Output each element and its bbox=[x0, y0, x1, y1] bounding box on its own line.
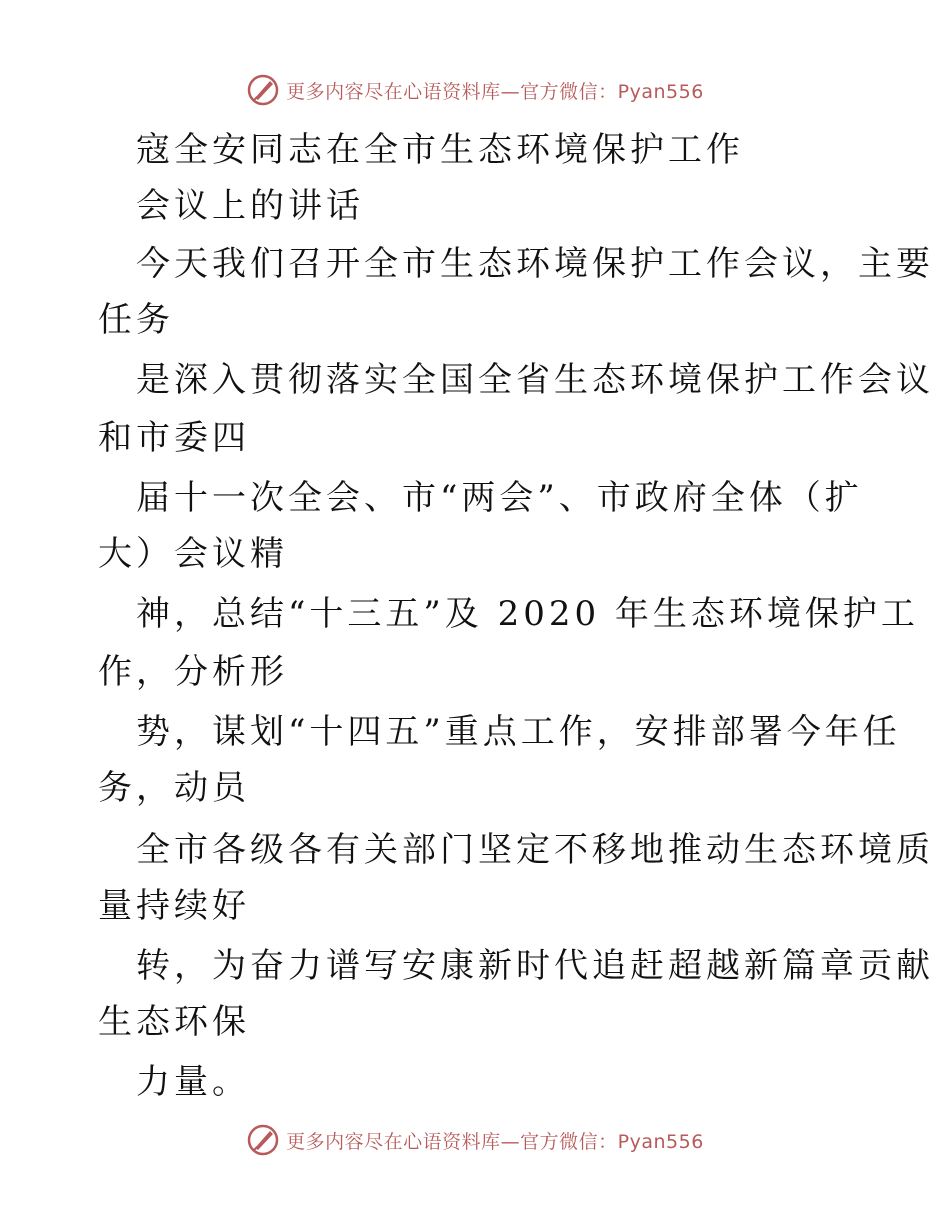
paragraph-line: 任务 bbox=[98, 300, 174, 340]
footer-banner bbox=[0, 1120, 950, 1160]
paragraph-line: 是深入贯彻落实全国全省生态环境保护工作会议 bbox=[136, 360, 934, 400]
header-banner-text: 更多内容尽在心语资料库—官方微信：Pyan556 bbox=[286, 80, 704, 103]
paragraph-line: 生态环保 bbox=[98, 1002, 250, 1042]
paragraph-line: 和市委四 bbox=[98, 418, 250, 458]
document-title-line-2: 会议上的讲话 bbox=[136, 186, 364, 226]
paragraph-line: 务，动员 bbox=[98, 768, 250, 808]
feather-pen-seal-icon bbox=[246, 1123, 280, 1157]
paragraph-line: 神，总结“十三五”及 2020 年生态环境保护工 bbox=[136, 594, 919, 634]
paragraph-line: 今天我们召开全市生态环境保护工作会议，主要 bbox=[136, 244, 934, 284]
paragraph-line: 势，谋划“十四五”重点工作，安排部署今年任 bbox=[136, 712, 901, 752]
paragraph-line: 力量。 bbox=[136, 1062, 250, 1102]
paragraph-line: 大）会议精 bbox=[98, 534, 288, 574]
paragraph-line: 全市各级各有关部门坚定不移地推动生态环境质 bbox=[136, 830, 934, 870]
paragraph-line: 量持续好 bbox=[98, 886, 250, 926]
footer-banner-text: 更多内容尽在心语资料库—官方微信：Pyan556 bbox=[286, 1130, 704, 1153]
paragraph-line: 转，为奋力谱写安康新时代追赶超越新篇章贡献 bbox=[136, 946, 934, 986]
header-banner bbox=[0, 70, 950, 110]
feather-pen-seal-icon bbox=[246, 73, 280, 107]
paragraph-line: 作，分析形 bbox=[98, 652, 288, 692]
document-title-line-1: 寇全安同志在全市生态环境保护工作 bbox=[136, 130, 744, 170]
paragraph-line: 届十一次全会、市“两会”、市政府全体（扩 bbox=[136, 478, 863, 518]
